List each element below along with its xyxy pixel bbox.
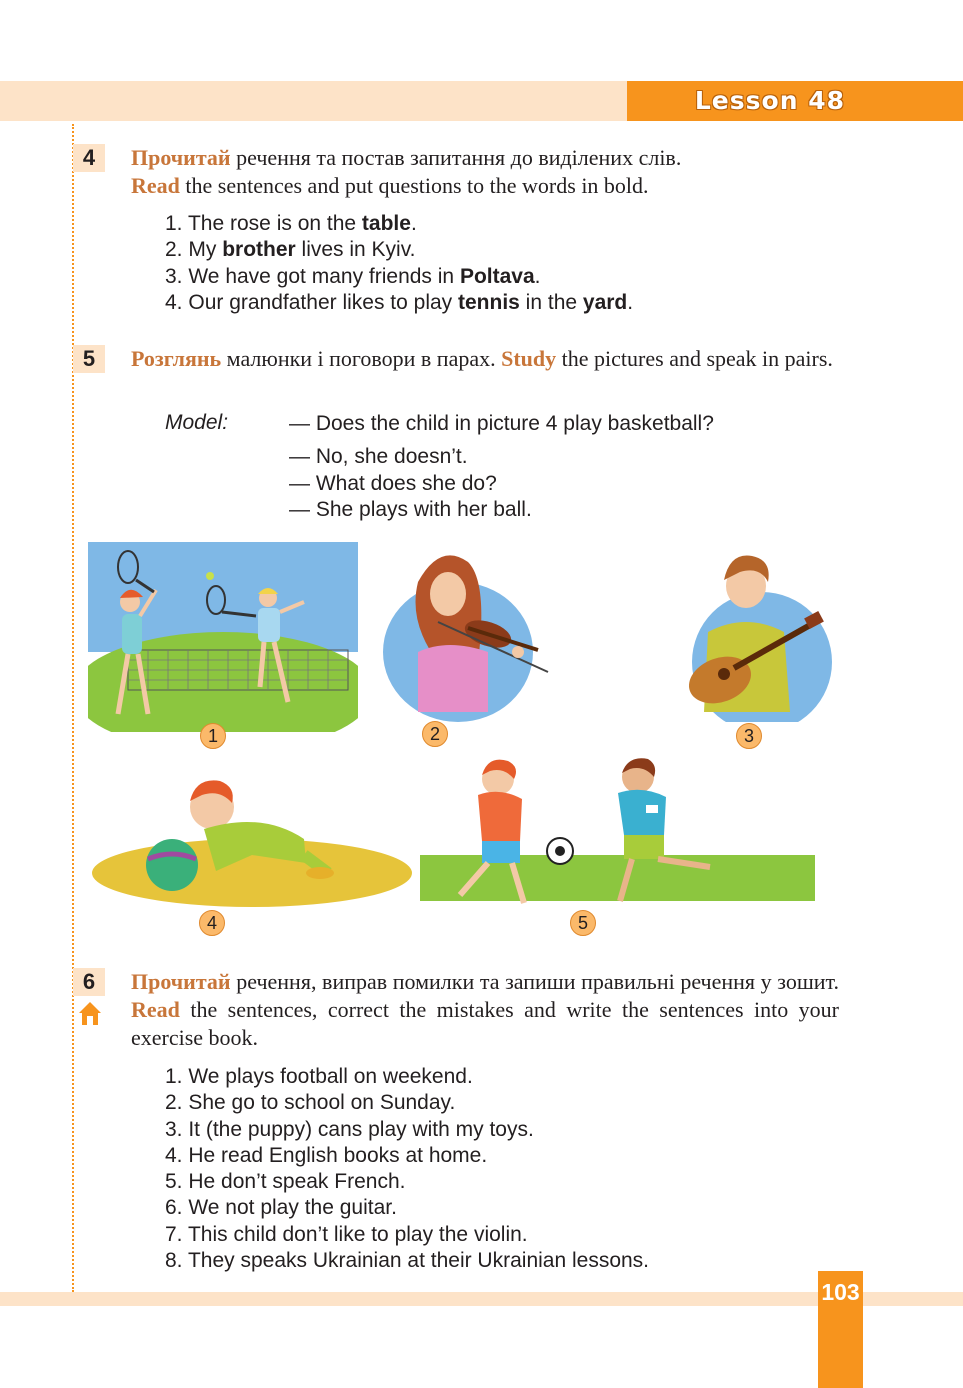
picture-1-badge: 1 <box>200 723 226 749</box>
page-number: 103 <box>821 1279 860 1305</box>
picture-4-badge: 4 <box>199 910 225 936</box>
exercise-5-number: 5 <box>73 345 105 373</box>
list-item: 1. The rose is on the table. <box>165 212 417 235</box>
list-item: 2. My brother lives in Kyiv. <box>165 238 416 262</box>
exercise-6-instruction: Прочитай речення, виправ помилки та запиши правильні речення у зошит. Read the sentences, correct the mistakes and write the sentences into your exercise book. <box>131 969 839 1050</box>
model-dialogue <box>289 411 714 523</box>
dialogue-line: — No, she doesn’t. <box>289 445 468 469</box>
picture-2-badge: 2 <box>422 721 448 747</box>
exercise-4-instruction: Прочитай речення та постав запитання до виділених слів. Read the sentences and put questions to the words in bold. <box>131 145 682 198</box>
en-verb: Read <box>131 997 180 1022</box>
ua-verb: Прочитай <box>131 969 231 994</box>
exercise-6-list <box>165 1064 649 1274</box>
list-item: 3. We have got many friends in Poltava. <box>165 264 541 288</box>
list-item: 2. She go to school on Sunday. <box>165 1091 456 1115</box>
exercise-4-list <box>165 211 633 316</box>
picture-5-badge: 5 <box>570 910 596 936</box>
picture-tennis <box>88 542 358 732</box>
list-item: 7. This child don’t like to play the violin. <box>165 1222 528 1246</box>
list-item: 5. He don’t speak French. <box>165 1170 406 1194</box>
home-icon <box>77 1000 103 1026</box>
exercise-4-number: 4 <box>73 144 105 172</box>
picture-3-badge: 3 <box>736 723 762 749</box>
dialogue-line: — What does she do? <box>289 471 497 495</box>
margin-dotted-line <box>72 124 74 1292</box>
ua-verb: Прочитай <box>131 145 231 170</box>
model-label: Model: <box>165 411 229 434</box>
dialogue-line: — Does the child in picture 4 play basketball? <box>289 412 714 435</box>
dialogue-line: — She plays with her ball. <box>289 497 532 521</box>
list-item: 3. It (the puppy) cans play with my toys. <box>165 1117 534 1141</box>
en-verb: Study <box>501 346 557 371</box>
list-item: 6. We not play the guitar. <box>165 1196 397 1220</box>
picture-ball <box>92 755 412 910</box>
lesson-title: Lesson 48 <box>694 86 845 115</box>
picture-violin <box>378 542 558 722</box>
list-item: 4. Our grandfather likes to play tennis in the yard. <box>165 290 634 314</box>
exercise-6-number: 6 <box>73 968 105 996</box>
exercise-5-instruction: Розглянь малюнки і поговори в парах. Study the pictures and speak in pairs. <box>131 346 833 371</box>
picture-football <box>420 755 815 915</box>
ua-verb: Розглянь <box>131 346 222 371</box>
list-item: 8. They speaks Ukrainian at their Ukrainian lessons. <box>165 1249 650 1273</box>
en-verb: Read <box>131 173 180 198</box>
list-item: 1. We plays football on weekend. <box>165 1065 473 1088</box>
picture-guitar <box>680 542 832 722</box>
list-item: 4. He read English books at home. <box>165 1143 488 1167</box>
